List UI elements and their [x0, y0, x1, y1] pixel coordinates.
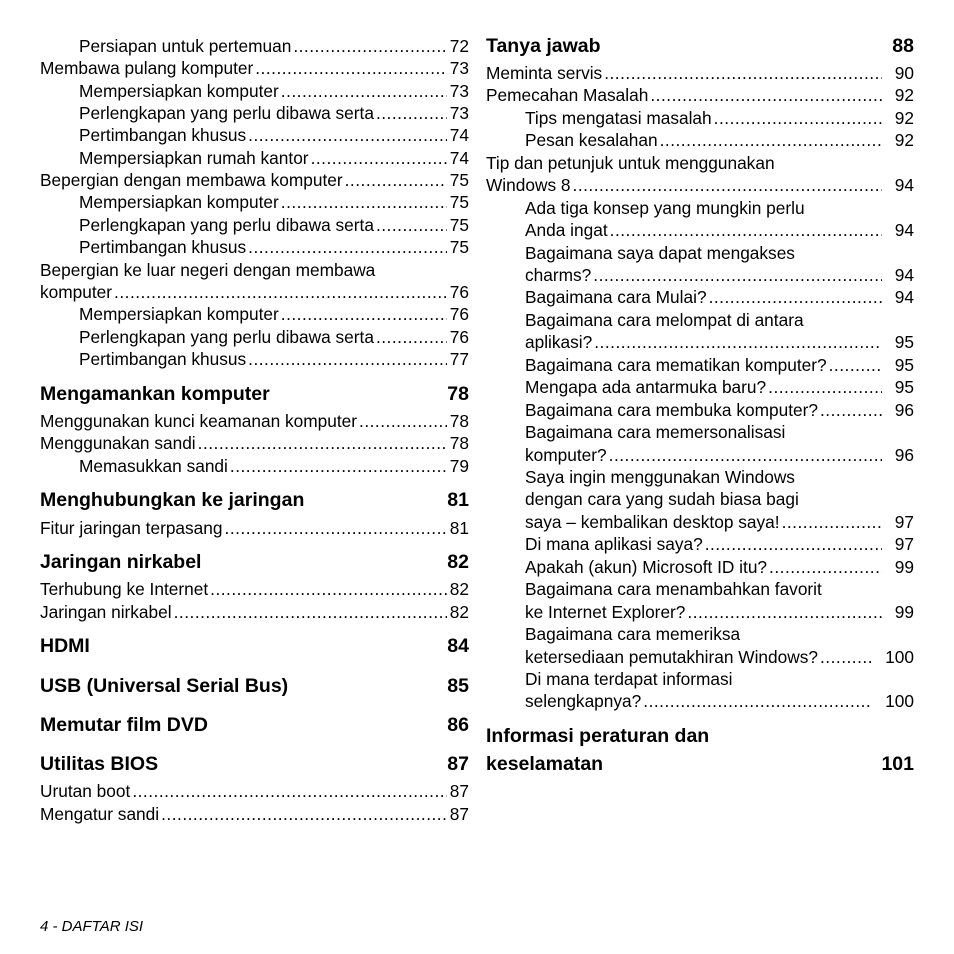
- toc-entry[interactable]: Pertimbangan khusus ..... 75: [79, 236, 469, 258]
- toc-entry[interactable]: Menggunakan kunci keamanan komputer ..... 78: [40, 410, 469, 432]
- toc-entry[interactable]: Memasukkan sandi ..... 79: [79, 455, 469, 477]
- toc-entry[interactable]: ketersediaan pemutakhiran Windows? ..... 100: [525, 646, 914, 668]
- toc-entry[interactable]: Mempersiapkan komputer ..... 73: [79, 80, 469, 102]
- toc-section-heading[interactable]: USB (Universal Serial Bus) 85: [40, 675, 469, 697]
- toc-entry[interactable]: Terhubung ke Internet ..... 82: [40, 578, 469, 600]
- toc-entry[interactable]: Di mana aplikasi saya? ..... 97: [525, 533, 914, 555]
- toc-entry-line[interactable]: Bagaimana cara melompat di antara: [525, 310, 804, 330]
- toc-entry[interactable]: Windows 8 ..... 94: [486, 174, 914, 196]
- toc-entry[interactable]: Fitur jaringan terpasang ..... 81: [40, 517, 469, 539]
- toc-entry[interactable]: Bepergian dengan membawa komputer ..... 75: [40, 169, 469, 191]
- toc-entry[interactable]: Pemecahan Masalah ..... 92: [486, 84, 914, 106]
- toc-entry-line[interactable]: Saya ingin menggunakan Windows: [525, 467, 795, 487]
- toc-entry[interactable]: Pesan kesalahan ..... 92: [525, 129, 914, 151]
- toc-entry-line[interactable]: dengan cara yang sudah biasa bagi: [525, 489, 799, 509]
- toc-entry[interactable]: Apakah (akun) Microsoft ID itu? ..... 99: [525, 556, 914, 578]
- toc-entry[interactable]: Mempersiapkan komputer ..... 75: [79, 191, 469, 213]
- toc-entry[interactable]: Jaringan nirkabel ..... 82: [40, 601, 469, 623]
- toc-entry[interactable]: Membawa pulang komputer ..... 73: [40, 57, 469, 79]
- toc-entry[interactable]: selengkapnya? ..... 100: [525, 690, 914, 712]
- page-footer: 4 - DAFTAR ISI: [40, 918, 144, 935]
- toc-entry[interactable]: Perlengkapan yang perlu dibawa serta ..... 73: [79, 102, 469, 124]
- toc-entry[interactable]: Mengapa ada antarmuka baru? ..... 95: [525, 376, 914, 398]
- toc-entry[interactable]: Bagaimana cara membuka komputer? ..... 96: [525, 399, 914, 421]
- toc-section-heading[interactable]: Jaringan nirkabel 82: [40, 551, 469, 573]
- toc-entry[interactable]: charms? ..... 94: [525, 264, 914, 286]
- toc-section-heading[interactable]: keselamatan 101: [486, 753, 914, 775]
- toc-section-heading[interactable]: Utilitas BIOS 87: [40, 753, 469, 775]
- toc-section-heading[interactable]: Memutar film DVD 86: [40, 714, 469, 736]
- toc-entry[interactable]: komputer ..... 76: [40, 281, 469, 303]
- toc-entry[interactable]: Mempersiapkan rumah kantor ..... 74: [79, 147, 469, 169]
- toc-entry[interactable]: Bagaimana cara mematikan komputer? ..... 95: [525, 354, 914, 376]
- toc-entry-line[interactable]: Ada tiga konsep yang mungkin perlu: [525, 198, 805, 218]
- toc-entry-line[interactable]: Bagaimana cara memeriksa: [525, 624, 741, 644]
- toc-entry[interactable]: Menggunakan sandi ..... 78: [40, 432, 469, 454]
- toc-section-heading[interactable]: Menghubungkan ke jaringan 81: [40, 489, 469, 511]
- toc-entry[interactable]: Perlengkapan yang perlu dibawa serta ..... 76: [79, 326, 469, 348]
- toc-entry[interactable]: Mengatur sandi ..... 87: [40, 803, 469, 825]
- toc-section-heading[interactable]: Tanya jawab 88: [486, 35, 914, 57]
- toc-entry[interactable]: Anda ingat ..... 94: [525, 219, 914, 241]
- toc-section-heading[interactable]: HDMI 84: [40, 635, 469, 657]
- toc-entry[interactable]: Persiapan untuk pertemuan ..... 72: [79, 35, 469, 57]
- toc-entry[interactable]: Urutan boot ..... 87: [40, 780, 469, 802]
- toc-entry-line[interactable]: Bagaimana cara menambahkan favorit: [525, 579, 822, 599]
- toc-entry-line[interactable]: Tip dan petunjuk untuk menggunakan: [486, 153, 775, 173]
- toc-entry-line[interactable]: Di mana terdapat informasi: [525, 669, 733, 689]
- toc-entry-line[interactable]: Bepergian ke luar negeri dengan membawa: [40, 260, 376, 280]
- toc-entry[interactable]: Bagaimana cara Mulai? ..... 94: [525, 286, 914, 308]
- toc-entry-line[interactable]: Bagaimana saya dapat mengakses: [525, 243, 795, 263]
- toc-entry[interactable]: aplikasi? ..... 95: [525, 331, 914, 353]
- toc-entry[interactable]: komputer? ..... 96: [525, 444, 914, 466]
- toc-section-heading-line[interactable]: Informasi peraturan dan: [486, 725, 710, 747]
- toc-entry-line[interactable]: Bagaimana cara memersonalisasi: [525, 422, 786, 442]
- toc-entry[interactable]: Tips mengatasi masalah ..... 92: [525, 107, 914, 129]
- toc-entry[interactable]: Pertimbangan khusus ..... 74: [79, 124, 469, 146]
- toc-entry[interactable]: saya – kembalikan desktop saya! ..... 97: [525, 511, 914, 533]
- toc-entry[interactable]: ke Internet Explorer? ..... 99: [525, 601, 914, 623]
- toc-entry[interactable]: Meminta servis ..... 90: [486, 62, 914, 84]
- toc-entry[interactable]: Pertimbangan khusus ..... 77: [79, 348, 469, 370]
- toc-entry[interactable]: Perlengkapan yang perlu dibawa serta ..... 75: [79, 214, 469, 236]
- toc-section-heading[interactable]: Mengamankan komputer 78: [40, 383, 469, 405]
- toc-entry[interactable]: Mempersiapkan komputer ..... 76: [79, 303, 469, 325]
